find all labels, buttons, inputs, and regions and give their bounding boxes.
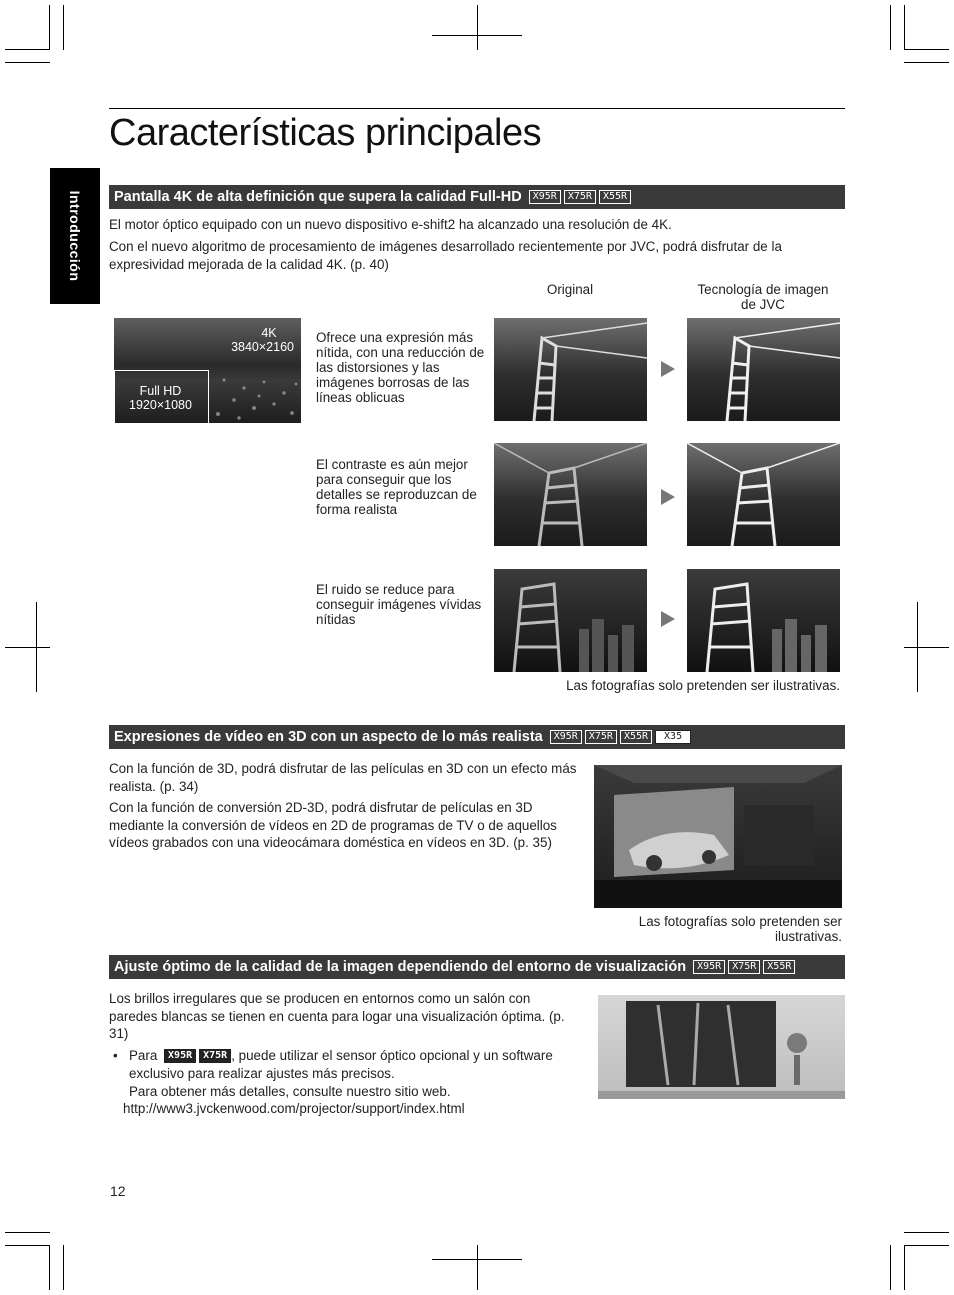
crop-mark (904, 5, 905, 50)
crop-mark (63, 1245, 64, 1290)
crop-mark (904, 49, 949, 50)
crop-mark (904, 647, 949, 648)
bullet-text: , puede utilizar el sensor óptico opcional y un software exclusivo para realizar ajustes más precisos. (129, 1048, 553, 1081)
paragraph: Con la función de 3D, podrá disfrutar de las películas en 3D con un efecto más realista. (p. 34) (109, 761, 577, 794)
bridge-photo-jvc (687, 569, 840, 672)
page-title: Características principales (109, 112, 542, 154)
comparison-description: El contraste es aún mejor para conseguir que los detalles se reproduzcan de forma realista (316, 457, 477, 517)
crop-mark (5, 62, 50, 63)
section-heading-4k (109, 185, 845, 209)
column-label-jvc-line: de JVC (741, 297, 785, 312)
bridge-photo-original (494, 318, 647, 421)
model-badge: X75R (585, 730, 617, 744)
paragraph: Con el nuevo algoritmo de procesamiento de imágenes desarrollado recientemente por JVC, podrá disfrutar de la expresividad mejorada de la calidad 4K. (p. 40) (109, 239, 782, 272)
crop-mark (49, 5, 50, 50)
bullet-more-info: Para obtener más detalles, consulte nuestro sitio web. (129, 1084, 451, 1099)
photo-disclaimer: Las fotografías solo pretenden ser ilustrativas. (566, 678, 840, 693)
bridge-photo-jvc (687, 443, 840, 546)
crop-mark (5, 1245, 50, 1246)
model-badge: X95R (550, 730, 582, 744)
crop-mark (477, 1245, 478, 1290)
crop-mark (904, 62, 949, 63)
arrow-right-icon (661, 361, 675, 377)
model-badge: X55R (763, 960, 795, 974)
bullet-icon: • (113, 1048, 118, 1063)
home-theater-photo (594, 765, 842, 908)
column-label-original: Original (546, 282, 594, 297)
section-heading-text: Pantalla 4K de alta definición que supera la calidad Full-HD (114, 189, 522, 205)
paragraph: Los brillos irregulares que se producen en entornos como un salón con paredes blancas se tienen en cuenta para logar una visualización óptima. (p. 31) (109, 991, 565, 1042)
crop-mark (904, 1245, 905, 1290)
crop-mark (890, 1245, 891, 1290)
model-badge: X75R (728, 960, 760, 974)
crop-mark (917, 602, 918, 692)
res-fhd-title: Full HD (139, 384, 182, 398)
res-4k-value: 3840×2160 (231, 340, 294, 354)
resolution-comparison-image (114, 318, 301, 423)
bridge-photo-jvc (687, 318, 840, 421)
model-badge: X55R (599, 190, 631, 204)
support-url-link[interactable]: http://www3.jvckenwood.com/projector/support/index.html (123, 1101, 465, 1116)
res-4k-title: 4K (261, 326, 277, 340)
crop-mark (63, 5, 64, 50)
crop-mark (890, 5, 891, 50)
comparison-description: Ofrece una expresión más nítida, con una reducción de las distorsiones y las imágenes borrosas de las líneas oblicuas (316, 330, 485, 405)
bridge-photo-original (494, 569, 647, 672)
crop-mark (904, 1245, 949, 1246)
photo-disclaimer (594, 914, 842, 944)
bridge-photo-original (494, 443, 647, 546)
title-rule (109, 108, 845, 109)
model-badge: X55R (620, 730, 652, 744)
crop-mark (477, 5, 478, 50)
side-tab-label: Introducción (67, 190, 83, 282)
crop-mark (36, 602, 37, 692)
column-label-jvc (683, 282, 843, 312)
comparison-description: El ruido se reduce para conseguir imágenes vívidas nítidas (316, 582, 482, 627)
res-fhd-value: 1920×1080 (129, 398, 192, 412)
section-heading-text: Ajuste óptimo de la calidad de la imagen dependiendo del entorno de visualización (114, 959, 687, 975)
model-badge: X75R (564, 190, 596, 204)
model-badge: X75R (199, 1049, 231, 1063)
section-heading-3d (109, 725, 845, 749)
res-fhd-label (114, 384, 207, 412)
arrow-right-icon (661, 489, 675, 505)
side-tab (50, 168, 100, 304)
paragraph: El motor óptico equipado con un nuevo dispositivo e-shift2 ha alcanzado una resolución de 4K. (109, 217, 672, 232)
page-number: 12 (110, 1183, 126, 1199)
section-heading-text: Expresiones de vídeo en 3D con un aspecto de lo más realista (114, 729, 543, 745)
crop-mark (5, 49, 50, 50)
paragraph: Con la función de conversión 2D-3D, podrá disfrutar de películas en 3D mediante la conversión de vídeos en 2D de programas de TV o de aquellos vídeos grabados con una videocámara doméstica en vídeos en 3D. (p. 35) (109, 800, 557, 851)
bullet-prefix: Para (129, 1048, 158, 1063)
res-4k-label (214, 326, 294, 354)
crop-mark (5, 647, 50, 648)
crop-mark (49, 1245, 50, 1290)
bullet-item (129, 1047, 579, 1082)
model-badge: X35 (655, 730, 691, 744)
model-badge: X95R (693, 960, 725, 974)
section-heading-adjust (109, 955, 845, 979)
column-label-jvc-line: Tecnología de imagen (697, 282, 829, 297)
photo-disclaimer-line: ilustrativas. (775, 929, 842, 944)
model-badge: X95R (164, 1049, 196, 1063)
model-badge: X95R (529, 190, 561, 204)
arrow-right-icon (661, 611, 675, 627)
crop-mark (904, 1232, 949, 1233)
living-room-photo (598, 995, 845, 1099)
crop-mark (5, 1232, 50, 1233)
photo-disclaimer-line: Las fotografías solo pretenden ser (638, 914, 842, 929)
